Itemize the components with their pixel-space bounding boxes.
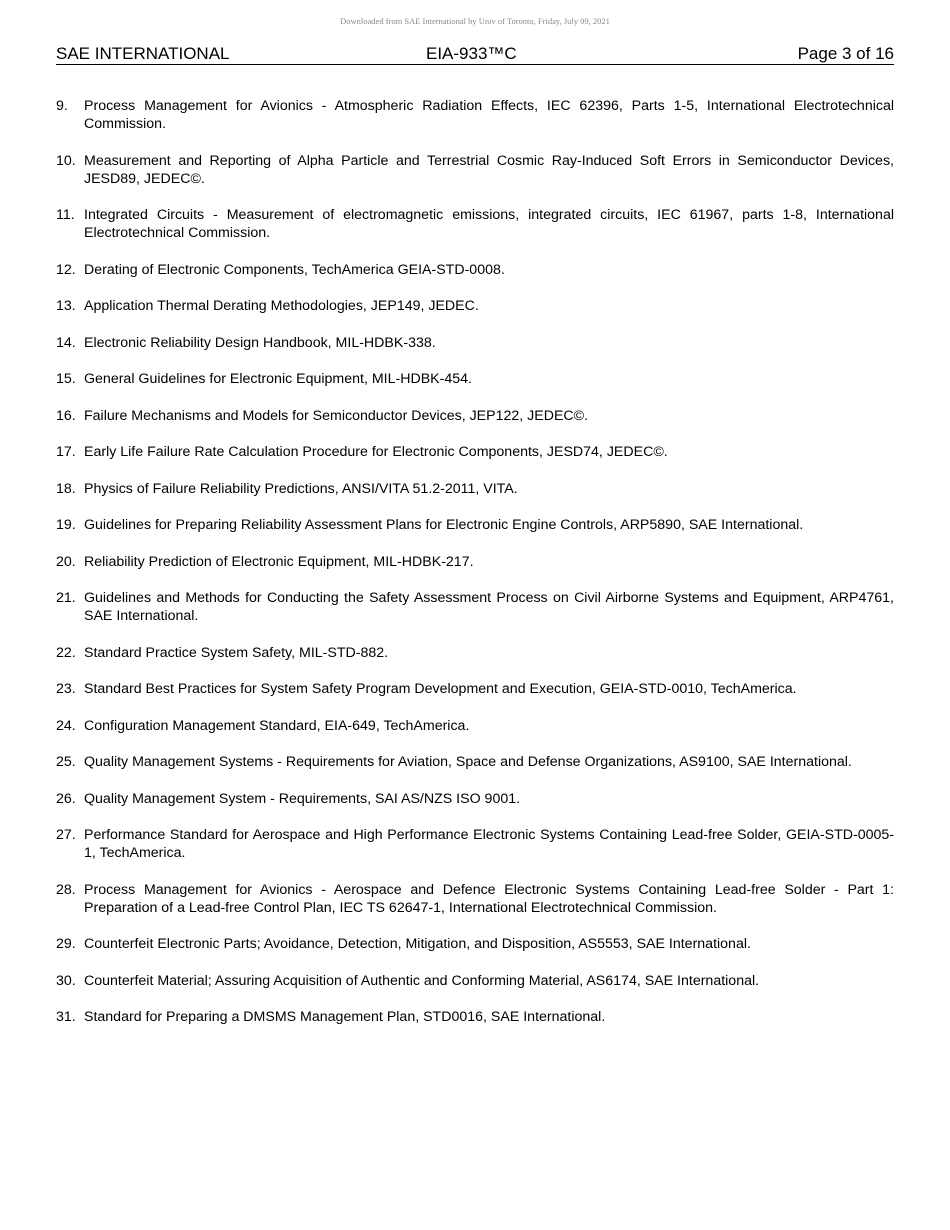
reference-number: 10.: [56, 152, 76, 169]
reference-item: [56, 790, 894, 808]
reference-text: Failure Mechanisms and Models for Semiconductor Devices, JEP122, JEDEC©.: [84, 407, 589, 424]
reference-item: [56, 972, 894, 990]
header-organization: SAE INTERNATIONAL: [56, 44, 230, 63]
reference-text: Early Life Failure Rate Calculation Procedure for Electronic Components, JESD74, JEDEC©.: [84, 444, 668, 460]
reference-item: [56, 480, 894, 498]
reference-number: 15.: [56, 371, 76, 387]
reference-number: 11.: [56, 207, 75, 223]
reference-text: Configuration Management Standard, EIA-649, TechAmerica.: [84, 717, 470, 734]
reference-text: Counterfeit Electronic Parts; Avoidance, Detection, Mitigation, and Disposition, AS5553, SAE International.: [84, 936, 751, 952]
reference-item: [56, 753, 894, 771]
reference-number: 18.: [56, 480, 76, 497]
reference-number: 17.: [56, 444, 76, 460]
reference-text: Guidelines and Methods for Conducting the Safety Assessment Process on Civil Airborne Systems and Equipment, ARP4761, SAE International.: [84, 590, 894, 624]
reference-number: 23.: [56, 681, 76, 697]
reference-item: [56, 1008, 894, 1026]
reference-item: [56, 935, 894, 953]
reference-text: Physics of Failure Reliability Predictions, ANSI/VITA 51.2-2011, VITA.: [84, 480, 518, 497]
reference-number: 22.: [56, 644, 76, 661]
reference-item: [56, 152, 894, 188]
reference-item: [56, 97, 894, 133]
reference-number: 27.: [56, 827, 76, 843]
header-page-number: Page 3 of 16: [797, 44, 894, 63]
reference-number: 30.: [56, 972, 76, 989]
reference-item: [56, 680, 894, 698]
reference-number: 24.: [56, 717, 76, 734]
reference-number: 9.: [56, 98, 68, 114]
reference-text: Standard Best Practices for System Safety Program Development and Execution, GEIA-STD-0010, TechAmerica.: [84, 681, 797, 697]
page-header: [56, 44, 894, 65]
reference-text: Guidelines for Preparing Reliability Assessment Plans for Electronic Engine Controls, ARP5890, SAE International.: [84, 517, 804, 533]
reference-text: Quality Management System - Requirements, SAI AS/NZS ISO 9001.: [84, 790, 521, 807]
reference-item: [56, 443, 894, 461]
reference-text: Performance Standard for Aerospace and High Performance Electronic Systems Containing Lead-free Solder, GEIA-STD-0005-1, TechAmerica.: [84, 827, 894, 861]
reference-text: Reliability Prediction of Electronic Equipment, MIL-HDBK-217.: [84, 553, 474, 570]
reference-item: [56, 370, 894, 388]
header-document-id: EIA-933™C: [426, 44, 517, 63]
download-watermark: Downloaded from SAE International by Univ of Toronto, Friday, July 09, 2021: [340, 16, 610, 26]
reference-item: [56, 553, 894, 571]
reference-number: 13.: [56, 298, 76, 314]
reference-text: Counterfeit Material; Assuring Acquisition of Authentic and Conforming Material, AS6174, SAE International.: [84, 972, 760, 989]
reference-number: 28.: [56, 881, 76, 898]
reference-text: Process Management for Avionics - Atmospheric Radiation Effects, IEC 62396, Parts 1-5, International Electrotechnical Commission.: [84, 98, 894, 132]
reference-item: [56, 407, 894, 425]
reference-text: Integrated Circuits - Measurement of electromagnetic emissions, integrated circuits, IEC 61967, parts 1-8, International Electrotechnical Commission.: [84, 207, 894, 241]
reference-list: [56, 97, 894, 1045]
reference-text: Measurement and Reporting of Alpha Particle and Terrestrial Cosmic Ray-Induced Soft Errors in Semiconductor Devices, JESD89, JEDEC©.: [84, 152, 894, 187]
reference-number: 16.: [56, 407, 76, 424]
reference-number: 14.: [56, 334, 76, 351]
reference-item: [56, 589, 894, 625]
reference-number: 25.: [56, 754, 76, 770]
reference-item: [56, 644, 894, 662]
reference-item: [56, 206, 894, 242]
reference-text: Electronic Reliability Design Handbook, MIL-HDBK-338.: [84, 334, 436, 351]
reference-item: [56, 717, 894, 735]
reference-text: General Guidelines for Electronic Equipment, MIL-HDBK-454.: [84, 371, 472, 387]
reference-item: [56, 826, 894, 862]
reference-number: 12.: [56, 261, 76, 278]
reference-text: Derating of Electronic Components, TechAmerica GEIA-STD-0008.: [84, 261, 505, 278]
reference-text: Quality Management Systems - Requirements for Aviation, Space and Defense Organizations, AS9100, SAE International.: [84, 754, 852, 770]
reference-item: [56, 297, 894, 315]
reference-item: [56, 334, 894, 352]
reference-text: Application Thermal Derating Methodologies, JEP149, JEDEC.: [84, 298, 479, 314]
reference-item: [56, 881, 894, 917]
reference-text: Standard for Preparing a DMSMS Management Plan, STD0016, SAE International.: [84, 1009, 606, 1025]
reference-number: 19.: [56, 517, 76, 533]
reference-number: 31.: [56, 1009, 76, 1025]
reference-number: 26.: [56, 790, 76, 807]
reference-item: [56, 516, 894, 534]
reference-text: Process Management for Avionics - Aerospace and Defence Electronic Systems Containing Lead-free Solder - Part 1: Preparation of a Lead-free Control Plan, IEC TS 62647-1, International Electrotechnical Commission.: [84, 881, 894, 916]
reference-item: [56, 261, 894, 279]
reference-number: 21.: [56, 590, 76, 606]
reference-text: Standard Practice System Safety, MIL-STD-882.: [84, 644, 389, 661]
reference-number: 29.: [56, 936, 76, 952]
reference-number: 20.: [56, 553, 76, 570]
